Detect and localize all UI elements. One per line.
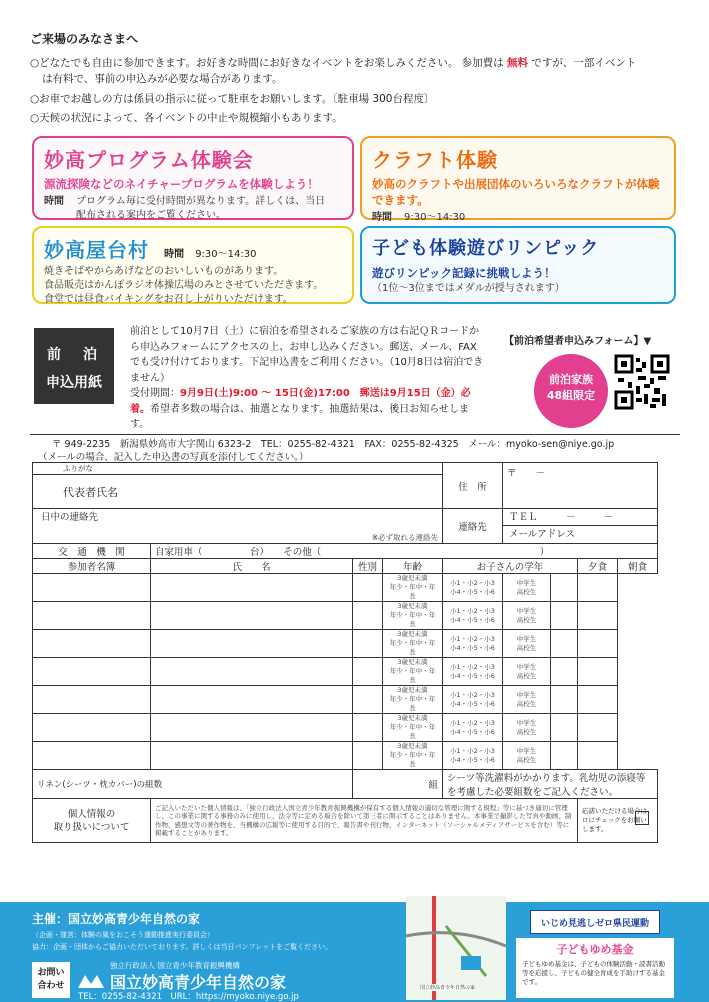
address-line: 〒 949-2235 新潟県妙高市大字関山 6323-2 TEL：0255-82-4321 FAX：0255-82-4325 メール：myoko-sen@niye.go.jp xyxy=(52,439,615,450)
address-field[interactable]: 〒 － xyxy=(503,463,658,509)
qr-code-icon[interactable] xyxy=(614,354,670,410)
contact-field[interactable]: ＴＥＬ － － メールアドレス xyxy=(503,509,658,544)
address-note: （メールの場合、記入した申込書の写真を添付してください。） xyxy=(38,452,309,463)
participant-dinner-cell[interactable] xyxy=(551,630,578,658)
participant-gender-cell[interactable] xyxy=(151,630,353,658)
participant-name-cell[interactable] xyxy=(33,574,151,602)
participant-breakfast-cell[interactable] xyxy=(578,714,618,742)
participant-name-cell[interactable] xyxy=(33,686,151,714)
participant-breakfast-cell[interactable] xyxy=(578,602,618,630)
participant-gender-cell[interactable] xyxy=(151,714,353,742)
participant-row[interactable]: 3歳児未満 年少・年中・年長 小1・小2・小3 小4・小5・小6 中学生 高校生 xyxy=(33,742,658,770)
transport-field[interactable]: 自家用車（ 台） その他（ ） xyxy=(151,544,658,559)
participant-breakfast-cell[interactable] xyxy=(578,686,618,714)
stay-limit-badge: 前泊家族 48組限定 xyxy=(534,354,608,428)
participant-row[interactable]: 3歳児未満 年少・年中・年長 小1・小2・小3 小4・小5・小6 中学生 高校生 xyxy=(33,714,658,742)
participant-age-cell[interactable] xyxy=(353,714,383,742)
stay-form-label: 【前泊希望者申込みフォーム】▼ xyxy=(504,336,652,347)
olympic-title: 子ども体験遊びリンピック xyxy=(372,238,600,259)
bullying-badge: いじめ見逃しゼロ県民運動 xyxy=(530,910,660,934)
participants-label: 参加者名簿 xyxy=(33,559,151,574)
org-name: 国立妙高青少年自然の家 xyxy=(110,973,287,992)
participant-gender-cell[interactable] xyxy=(151,602,353,630)
privacy-label: 個人情報の 取り扱いについて xyxy=(33,799,151,843)
participant-row[interactable]: 3歳児未満 年少・年中・年長 小1・小2・小3 小4・小5・小6 中学生 高校生 xyxy=(33,630,658,658)
notice-line-2: ○お車でお越しの方は係員の指示に従って駐車をお願いします。〔駐車場 300台程度〕 xyxy=(30,93,435,105)
participant-name-cell[interactable] xyxy=(33,742,151,770)
stay-label: 前 泊 申込用紙 xyxy=(34,328,114,404)
participant-name-cell[interactable] xyxy=(33,602,151,630)
application-form: ふりがな 住 所 〒 － 代表者氏名 日中の連絡先 ※必ず取れる連絡先 連絡先 ＴＥＬ － － メールアドレス 交 通 機 関 自家用車（ 台） その他（ ） 参加者名簿 氏 名 性別 年齢 お子さんの学年 夕食 朝食 3歳児未満 年少・年中・年長 小1・小2・小3 小4・小5・小6 中学生 高校生 3歳児未満 年少・年中・年長 小1・小2・小3 小4・小5・小6 中学生 高校生 3歳児未満 年少・年中・年長 小1・小2・小3 小4・小5・小6 中学生 高校生 3歳児未満 年少・年中・年長 小1・小2・小3 小4・小5・小6 中学生 高校生 3歳児未満 年少・年中・年長 小1・小2・小3 小4・小5・小6 中学生 高校生 3歳児未満 年少・年中・年長 小1・小2・小3 小4・小5・小6 中学生 高校生 3歳児未満 年少・年中・年長 小1・小2・小3 小4・小5・小6 中学生 高校生 リネン(シーツ・枕カバー)の組数 組 シーツ等洗濯料がかかります。乳幼児の添寝等を考慮した必要組数をご記入ください。 個人情報の 取り扱いについて ご記入いただいた個人情報は、「独立行政法人国立青少年教育振興機構が保有する個人情報の適切な管理に関する規程」等に基づき適切に管理し、この事業に関する事務のみに使用し、法令等に定める場合を除いて第三者に開示することはありません。本事業で撮影した写真や動画、制作物、感想文等の著作物を、当機構の広報等に使用する目的で、報告書や刊行物、インターネット（ソーシャルメディアサービスを含む）等に掲載することがあります。 応諾いただける場合はロにチェックをお願いします。 xyxy=(32,462,658,843)
notice-line-1: ○どなたでも自由に参加できます。お好きな時間にお好きなイベントをお楽しみください。 参加費は 無料 ですが、一部イベント は有料で、事前の申込みが必要な場合があります。 xyxy=(30,57,637,85)
stay-text: 前泊として10月7日（土）に宿泊を希望されるご家族の方は右記ＱＲコードから申込みフォームにアクセスの上、お申し込みください。郵送、メール、FAXでも受け付けております。下記申込書をご利用ください。（10月8日は宿泊できません） 受付期間：9月9日(土)9:00 〜 15日(金)17:00 郵送は9月15日（金）必着。希望者多数の場合は、抽選となります。抽選結果は、後日お知らせします。 xyxy=(130,326,484,430)
participant-row[interactable]: 3歳児未満 年少・年中・年長 小1・小2・小3 小4・小5・小6 中学生 高校生 xyxy=(33,574,658,602)
program-title: 妙高プログラム体験会 xyxy=(44,148,254,172)
participant-breakfast-cell[interactable] xyxy=(578,574,618,602)
map: 国立妙高青少年自然の家 xyxy=(406,896,506,1000)
participant-dinner-cell[interactable] xyxy=(551,602,578,630)
rep-name-field[interactable]: 代表者氏名 xyxy=(33,475,443,509)
olympic-box xyxy=(360,226,676,304)
olympic-note: （1位〜3位まではメダルが授与されます） xyxy=(372,283,565,294)
participant-name-cell[interactable] xyxy=(33,630,151,658)
linen-field[interactable]: 組 xyxy=(353,770,443,799)
participant-age-cell[interactable] xyxy=(353,602,383,630)
participant-breakfast-cell[interactable] xyxy=(578,742,618,770)
participant-dinner-cell[interactable] xyxy=(551,574,578,602)
participant-age-cell[interactable] xyxy=(353,574,383,602)
footer-contact: TEL：0255-82-4321 URL：https://myoko.niye.go.jp xyxy=(78,992,299,1002)
inquiry-label: お問い 合わせ xyxy=(32,962,70,998)
participant-gender-cell[interactable] xyxy=(151,742,353,770)
participant-row[interactable]: 3歳児未満 年少・年中・年長 小1・小2・小3 小4・小5・小6 中学生 高校生 xyxy=(33,658,658,686)
host-label: 主催：国立妙高青少年自然の家 xyxy=(32,912,201,926)
program-subtitle: 源流探険などのネイチャープログラムを体験しよう！ xyxy=(44,177,319,191)
yatai-box: 妙高屋台村 時間 9:30〜14:30 焼きそばやからあげなどのおいしいものがあります。 食品販売はかんぽラジオ体操広場のみとさせていただきます。 食堂では昼食バイキングをお召し上がりいただけます。 xyxy=(32,226,354,304)
participant-dinner-cell[interactable] xyxy=(551,742,578,770)
participant-name-cell[interactable] xyxy=(33,658,151,686)
participant-name-cell[interactable] xyxy=(33,714,151,742)
olympic-subtitle: 遊びリンピック記録に挑戦しよう！ xyxy=(372,266,556,280)
program-box: 妙高プログラム体験会 源流探険などのネイチャープログラムを体験しよう！ 時間 プログラム毎に受付時間が異なります。詳しくは、当日配布される案内をご覧ください。 xyxy=(32,136,354,220)
logo-icon xyxy=(78,972,104,988)
daytime-field[interactable]: 日中の連絡先 ※必ず取れる連絡先 xyxy=(33,509,443,544)
participant-dinner-cell[interactable] xyxy=(551,658,578,686)
participant-dinner-cell[interactable] xyxy=(551,686,578,714)
participant-age-cell[interactable] xyxy=(353,686,383,714)
participant-gender-cell[interactable] xyxy=(151,658,353,686)
participant-row[interactable]: 3歳児未満 年少・年中・年長 小1・小2・小3 小4・小5・小6 中学生 高校生 xyxy=(33,602,658,630)
participant-breakfast-cell[interactable] xyxy=(578,630,618,658)
participant-row[interactable]: 3歳児未満 年少・年中・年長 小1・小2・小3 小4・小5・小6 中学生 高校生 xyxy=(33,686,658,714)
craft-title: クラフト体験 xyxy=(372,148,498,172)
furigana-label: ふりがな xyxy=(33,463,443,475)
craft-subtitle: 妙高のクラフトや出展団体のいろいろなクラフトが体験できます。 xyxy=(372,177,660,207)
consent-field[interactable]: 応諾いただける場合はロにチェックをお願いします。 xyxy=(578,799,658,843)
participant-age-cell[interactable] xyxy=(353,742,383,770)
yume-kikin-badge: 子どもゆめ基金 子どもゆめ基金は、子どもの体験活動・読書活動等を応援し、子どもの健全育成を手助けする基金です。 xyxy=(516,938,674,998)
notice-heading: ご来場のみなさまへ xyxy=(30,32,139,46)
yatai-title: 妙高屋台村 xyxy=(44,238,149,262)
participant-gender-cell[interactable] xyxy=(151,574,353,602)
participant-age-cell[interactable] xyxy=(353,658,383,686)
participant-gender-cell[interactable] xyxy=(151,686,353,714)
linen-label: リネン(シーツ・枕カバー)の組数 xyxy=(33,770,353,799)
footer: 主催：国立妙高青少年自然の家 （企画・運営：体験の風をおこそう運動推進実行委員会） 協力：企画・団体からご協力いただいております。詳しくは当日パンフレットをご覧ください。 お問い 合わせ 独立行政法人 国立青少年教育振興機構 国立妙高青少年自然の家 TEL：0255-82-4321 URL：https://myoko.niye.go.jp 国立妙高青少年自然の家 いじめ見逃しゼロ県民運動 子どもゆめ基金 子どもゆめ基金は、子どもの体験活動・読書活動等を応援し、子どもの健全育成を手助けする基金です。 xyxy=(0,902,709,1002)
participant-age-cell[interactable] xyxy=(353,630,383,658)
craft-box: クラフト体験 妙高のクラフトや出展団体のいろいろなクラフトが体験できます。 時間 9:30〜14:30 xyxy=(360,136,676,220)
notice-line-3: ○天候の状況によって、各イベントの中止や規模縮小もあります。 xyxy=(30,112,343,124)
participant-dinner-cell[interactable] xyxy=(551,714,578,742)
consent-checkbox[interactable] xyxy=(635,811,649,825)
participant-breakfast-cell[interactable] xyxy=(578,658,618,686)
